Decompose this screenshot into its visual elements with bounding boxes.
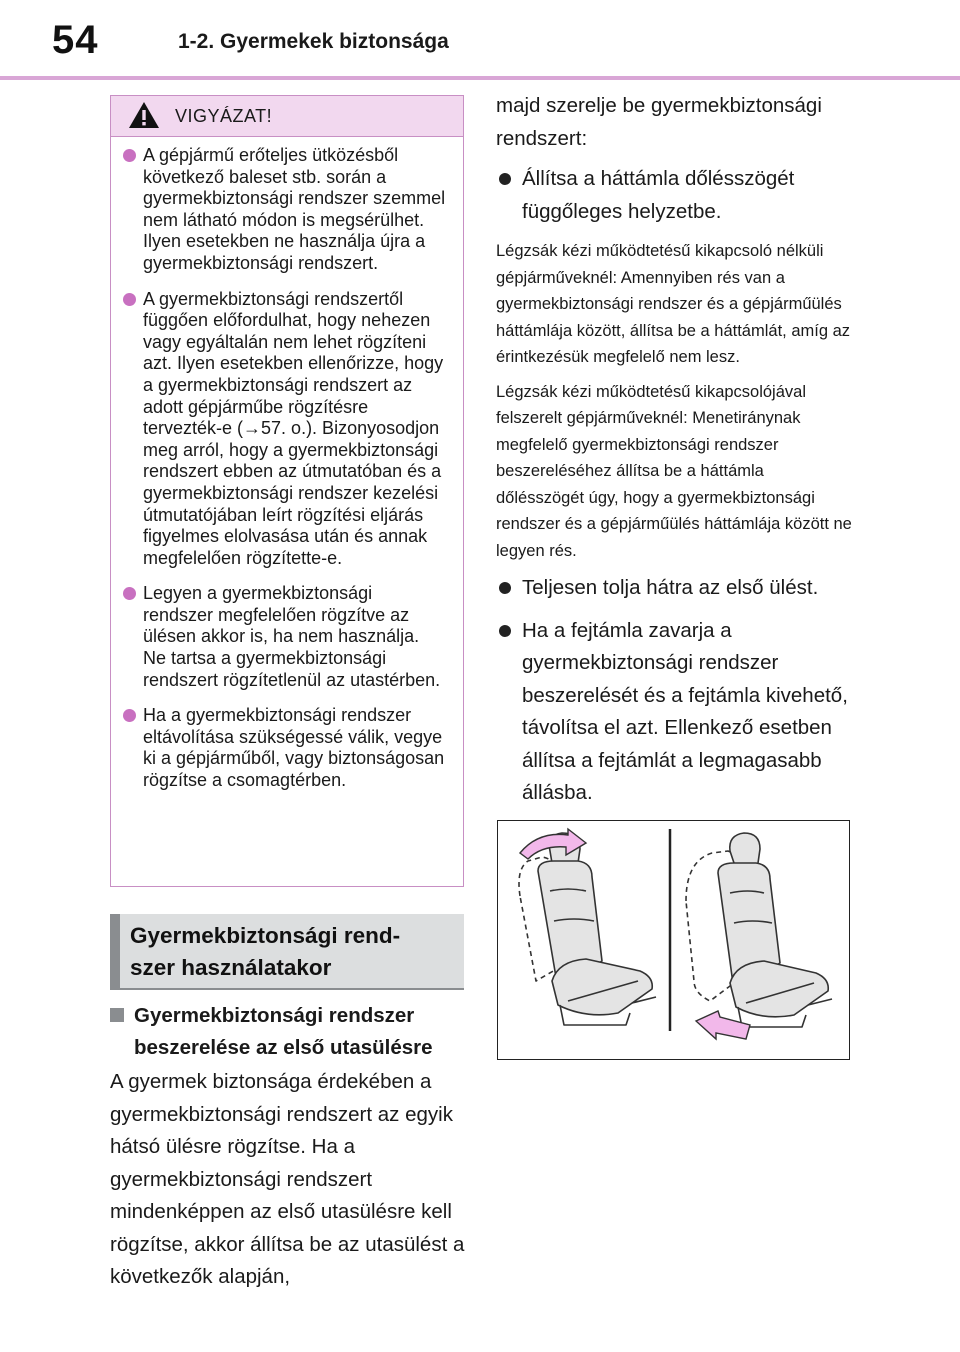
warning-title: VIGYÁZAT! xyxy=(175,106,273,126)
warning-item-text: Legyen a gyermekbiztonsági rendszer megfelelően rögzítve az ülésen akkor is, ha nem használja. Ne tartsa a gyermekbiztonsági rendszert rögzítetlenül az utastérben. xyxy=(143,583,441,690)
warning-item xyxy=(121,289,447,570)
bullet-text: Állítsa a háttámla dőlésszögét függőleges helyzetbe. xyxy=(522,167,795,223)
seat-diagram-svg xyxy=(498,821,848,1058)
warning-item xyxy=(121,583,447,691)
right-column xyxy=(496,90,856,820)
note-paragraph: Légzsák kézi működtetésű kikapcsolójával felszerelt gépjárműveknél: Menetiránynak megfelelő gyermekbiztonsági rendszer beszereléséhez állítsa be a háttámla dőlésszögét úgy, hogy a gyermekbiztonsági rendszer és a gépjárműülés háttámlája között ne legyen rés. xyxy=(496,382,852,560)
subsection-title-line2: szer használatakor xyxy=(130,955,332,980)
warning-item xyxy=(121,145,447,275)
bullet-item xyxy=(496,163,856,228)
bullet-item xyxy=(496,572,856,605)
page-header xyxy=(0,0,960,80)
note-paragraph: Légzsák kézi működtetésű kikapcsoló nélküli gépjárműveknél: Amennyiben rés van a gyermekbiztonsági rendszer és a gépjárműülés háttámlája között, állítsa be a háttámlát, amíg az érintkezésük megfelelő nem lesz. xyxy=(496,242,851,366)
bullet-dot-icon xyxy=(123,587,136,600)
square-bullet-icon xyxy=(110,1008,124,1022)
warning-item-text: A gépjármű erőteljes ütközésből következő baleset stb. során a gyermekbiztonsági rendszer szemmel nem látható módon is megsérülhet. Ilyen esetekben ne használja újra a gyermekbiztonsági rendszert. xyxy=(143,145,446,273)
warning-item-text: Ha a gyermekbiztonsági rendszer eltávolítása szükségessé válik, vegye ki a gépjárműből, vagy biztonságosan rögzítse a csomagtérben. xyxy=(143,705,445,791)
subsection-title-box xyxy=(110,914,464,990)
intro-paragraph: majd szerelje be gyermekbiztonsági rendszert: xyxy=(496,94,822,150)
topic-heading xyxy=(110,1000,470,1064)
warning-item-text: A gyermekbiztonsági rendszertől függően előfordulhat, hogy nehezen vagy egyáltalán nem lehet rögzíteni azt. Ilyen esetekben ellenőrizze, hogy a gyermekbiztonsági rendszert az adott gépjárműbe rögzítésre tervezték-e (→57. o.). Bizonyosodjon meg arról, hogy a gyermekbiztonsági rendszert ebben az útmutatóban és a gyermekbiztonsági rendszer kezelési útmutatójában leírt rögzítési eljárás figyelmes elolvasása után és annak megfelelően rögzítette-e. xyxy=(143,288,444,568)
bullet-dot-icon xyxy=(123,293,136,306)
bullet-dot-icon xyxy=(499,173,511,185)
bullet-dot-icon xyxy=(123,149,136,162)
bullet-text: Ha a fejtámla zavarja a gyermekbiztonsági rendszer beszerelését és a fejtámla kivehető, távolítsa el azt. Ellenkező esetben állítsa a fejtámlát a legmagasabb állásba. xyxy=(522,618,848,804)
bullet-item xyxy=(496,615,856,810)
warning-header xyxy=(111,96,463,137)
bullet-text: Teljesen tolja hátra az első ülést. xyxy=(522,576,819,599)
warning-body xyxy=(111,137,463,792)
topic-heading-text xyxy=(134,1000,470,1064)
header-rule xyxy=(0,76,960,80)
topic-heading-line2: beszerelése az első utasülésre xyxy=(134,1036,433,1059)
bullet-dot-icon xyxy=(499,625,511,637)
slide-back-arrow-icon xyxy=(696,1011,750,1039)
topic-heading-line1: Gyermekbiztonsági rendszer xyxy=(134,1004,415,1027)
subsection-title xyxy=(130,920,400,984)
seat-left-illustration xyxy=(519,833,656,1025)
subsection-title-line1: Gyermekbiztonsági rend- xyxy=(130,923,401,948)
bullet-dot-icon xyxy=(123,709,136,722)
body-paragraph-left: A gyermek biztonsága érdekében a gyermekbiztonsági rendszert az egyik hátsó ülésre rögzítse. Ha a gyermekbiztonsági rendszert mindenképpen az első utasülésre kell rögzítse, akkor állítsa be az utasülést a következők alapján, xyxy=(110,1070,465,1288)
warning-box xyxy=(110,95,464,887)
seat-adjustment-illustration xyxy=(497,820,850,1060)
section-title: 1-2. Gyermekek biztonsága xyxy=(178,30,449,53)
seat-right-illustration xyxy=(686,833,832,1027)
warning-triangle-icon xyxy=(127,100,161,130)
warning-item xyxy=(121,705,447,791)
bullet-dot-icon xyxy=(499,582,511,594)
page-number: 54 xyxy=(52,18,99,62)
